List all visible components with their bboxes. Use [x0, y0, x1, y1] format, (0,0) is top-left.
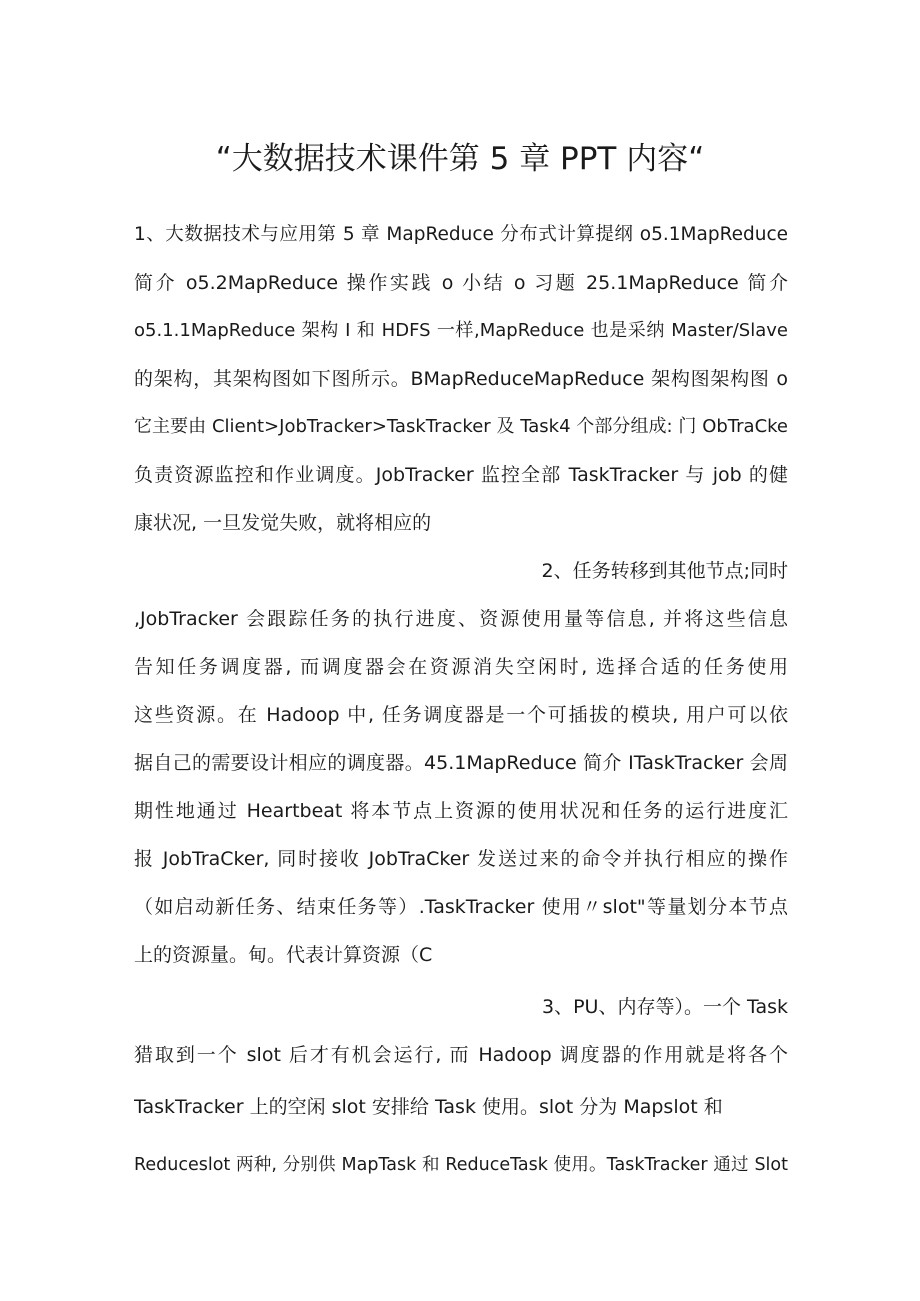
paragraph-line: 2、任务转移到其他节点;同时 [541, 560, 788, 582]
paragraph-line: 康状况, 一旦发觉失败，就将相应的 [134, 512, 432, 534]
paragraph-line: o5.1.1MapReduce 架构 I 和 HDFS 一样,MapReduce 也是采纳 Master/Slave [134, 320, 788, 341]
paragraph-line: 的架构，其架构图如下图所示。BMapReduceMapReduce 架构图架构图 o [134, 368, 788, 390]
paragraph-line: 期性地通过 Heartbeat 将本节点上资源的使用状况和任务的运行进度汇 [134, 800, 788, 822]
paragraph-line: 3、PU、内存等）。一个 Task [542, 996, 788, 1018]
paragraph-line: 简介 o5.2MapReduce 操作实践 o 小结 o 习题 25.1MapReduce 简介 [134, 272, 788, 294]
paragraph-line: 负责资源监控和作业调度。JobTracker 监控全部 TaskTracker 与 job 的健 [134, 464, 788, 486]
paragraph-line: 据自己的需要设计相应的调度器。45.1MapReduce 简介 ITaskTracker 会周 [134, 752, 788, 774]
paragraph-line: （如启动新任务、结束任务等）.TaskTracker 使用〃slot"等量划分本节点 [134, 896, 788, 918]
paragraph-line: ,JobTracker 会跟踪任务的执行进度、资源使用量等信息, 并将这些信息 [134, 608, 788, 630]
paragraph-line: TaskTracker 上的空闲 slot 安排给 Task 使用。slot 分为 Mapslot 和 [134, 1096, 723, 1118]
paragraph-line: 1、大数据技术与应用第 5 章 MapReduce 分布式计算提纲 o5.1MapReduce [134, 224, 788, 245]
paragraph-line: 告知任务调度器, 而调度器会在资源消失空闲时, 选择合适的任务使用 [134, 656, 788, 678]
paragraph-line: 它主要由 Client>JobTracker>TaskTracker 及 Task4 个部分组成: 门 ObTraCke [134, 416, 788, 437]
paragraph-line: 这些资源。在 Hadoop 中, 任务调度器是一个可插拔的模块, 用户可以依 [134, 704, 788, 726]
paragraph-line: 上的资源量。甸。代表计算资源（C [134, 944, 433, 966]
paragraph-line: 报 JobTraCker, 同时接收 JobTraCker 发送过来的命令并执行相应的操作 [134, 848, 788, 870]
document-title: “大数据技术课件第 5 章 PPT 内容“ [215, 141, 705, 177]
paragraph-line: Reduceslot 两种, 分别供 MapTask 和 ReduceTask 使用。TaskTracker 通过 Slot [134, 1155, 788, 1175]
paragraph-line: 猎取到一个 slot 后才有机会运行, 而 Hadoop 调度器的作用就是将各个 [134, 1044, 788, 1066]
